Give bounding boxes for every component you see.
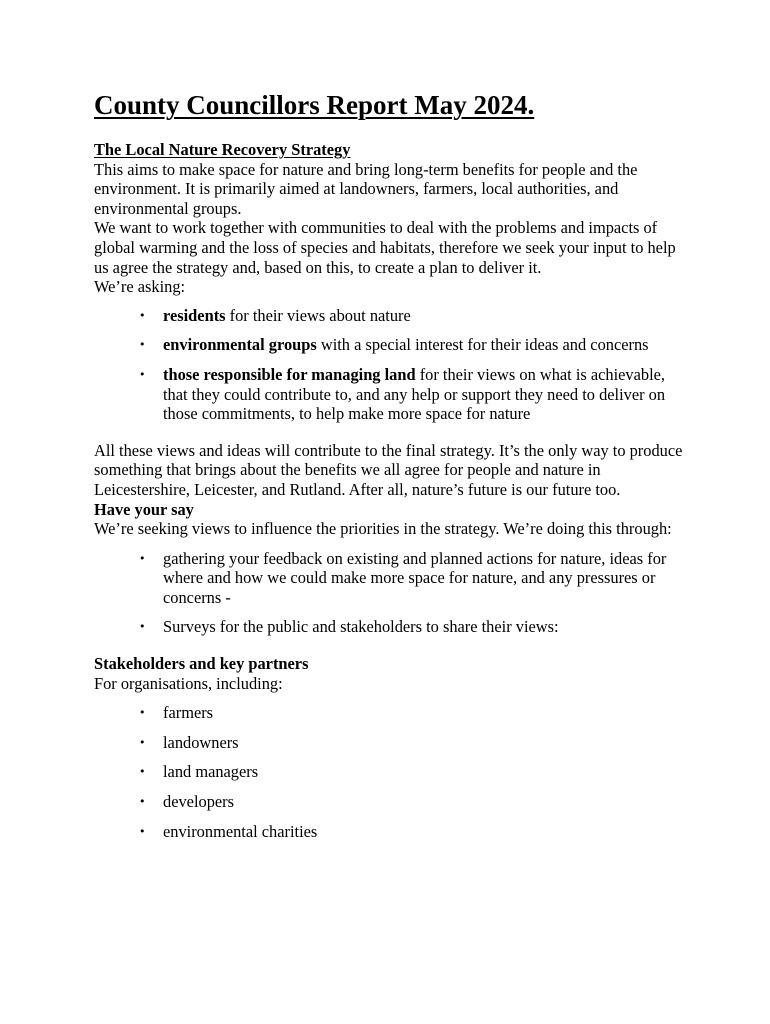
bullet-icon: • bbox=[139, 308, 146, 322]
paragraph-seeking-views: We’re seeking views to influence the priorities in the strategy. We’re doing this through: bbox=[94, 519, 672, 539]
section-heading-have-your-say: Have your say bbox=[94, 499, 194, 519]
section-heading-lnrs bbox=[94, 140, 684, 160]
paragraph-intro: This aims to make space for nature and bring long-term benefits for people and the environment. It is primarily aimed at landowners, farmers, local authorities, and environmental groups. bbox=[94, 159, 638, 218]
paragraph-asking: We’re asking: bbox=[94, 277, 186, 297]
list-item-text: environmental charities bbox=[163, 821, 318, 841]
section-heading-lnrs-text: The Local Nature Recovery Strategy bbox=[94, 140, 351, 159]
asking-list bbox=[94, 306, 684, 424]
list-item-text: gathering your feedback on existing and planned actions for nature, ideas for where and how we could make more space for nature, and any pressures or concerns - bbox=[163, 548, 667, 607]
list-item-bold: those responsible for managing land bbox=[163, 364, 416, 384]
list-item-text: for their views about nature bbox=[225, 305, 411, 325]
bullet-icon: • bbox=[139, 551, 146, 565]
list-item bbox=[94, 335, 684, 355]
list-item-text: land managers bbox=[163, 762, 259, 782]
list-item bbox=[94, 703, 684, 723]
list-item bbox=[94, 762, 684, 782]
bullet-icon: • bbox=[139, 824, 146, 838]
list-item-text: farmers bbox=[163, 703, 214, 723]
list-item bbox=[94, 617, 684, 637]
list-item bbox=[94, 822, 684, 842]
bullet-icon: • bbox=[139, 338, 146, 352]
organisations-list bbox=[94, 703, 684, 841]
section-heading-stakeholders: Stakeholders and key partners bbox=[94, 654, 309, 674]
list-item bbox=[94, 365, 684, 424]
list-item-text: developers bbox=[163, 792, 234, 812]
bullet-icon: • bbox=[139, 795, 146, 809]
document-page bbox=[94, 88, 684, 841]
bullet-icon: • bbox=[139, 620, 146, 634]
list-item-bold: environmental groups bbox=[163, 335, 317, 355]
bullet-icon: • bbox=[139, 706, 146, 720]
paragraph-final-strategy: All these views and ideas will contribute to the final strategy. It’s the only way to produce something that brings about the benefits we all agree for people and nature in Leicestershire, Leicester, and Rutland. After all, nature’s future is our future too. bbox=[94, 440, 683, 499]
list-item-bold: residents bbox=[163, 305, 226, 325]
page-title: County Councillors Report May 2024. bbox=[94, 90, 535, 120]
list-item-text: Surveys for the public and stakeholders to share their views: bbox=[163, 617, 559, 637]
paragraph-organisations: For organisations, including: bbox=[94, 673, 283, 693]
list-item bbox=[94, 792, 684, 812]
list-item-text: with a special interest for their ideas and concerns bbox=[316, 335, 649, 355]
list-item bbox=[94, 306, 684, 326]
list-item-text: landowners bbox=[163, 732, 239, 752]
list-item-text: for their views on what is achievable, that they could contribute to, and any help or support they need to deliver on those commitments, to help make more space for nature bbox=[163, 364, 666, 424]
list-item bbox=[94, 733, 684, 753]
bullet-icon: • bbox=[139, 735, 146, 749]
bullet-icon: • bbox=[139, 367, 146, 381]
list-item bbox=[94, 549, 684, 608]
paragraph-work-together: We want to work together with communities to deal with the problems and impacts of global warming and the loss of species and habitats, therefore we seek your input to help us agree the strategy and, based on this, to create a plan to deliver it. bbox=[94, 218, 676, 277]
feedback-list bbox=[94, 549, 684, 637]
bullet-icon: • bbox=[139, 765, 146, 779]
